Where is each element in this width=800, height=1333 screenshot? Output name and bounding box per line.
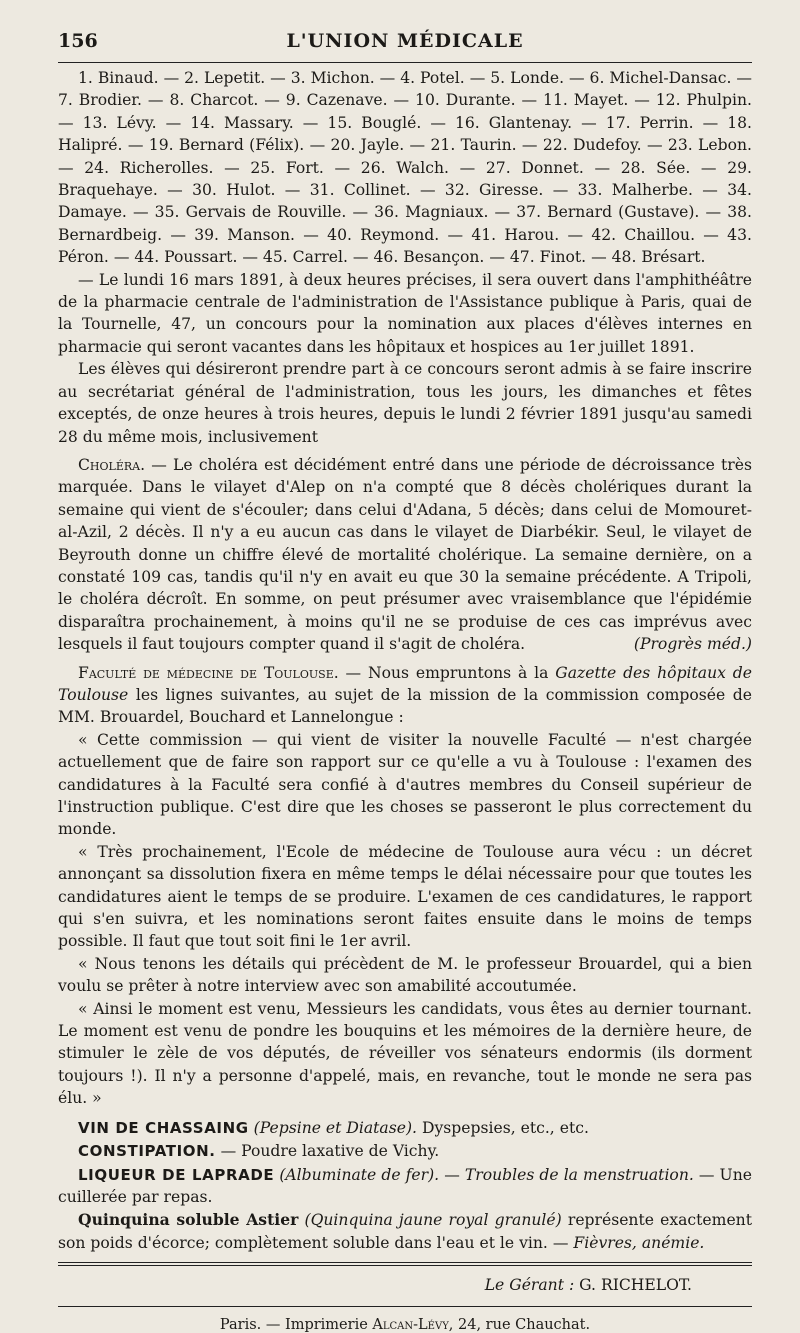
page-header	[58, 26, 752, 60]
manager-label: Le Gérant :	[484, 1276, 575, 1295]
ad-text: Dyspepsies, etc., etc.	[417, 1118, 589, 1137]
cholera-heading: Choléra.	[78, 455, 146, 474]
toulouse-quote-3: « Nous tenons les détails qui précèdent de M. le professeur Brouardel, qui a bien voulu se prêter à notre interview avec son amabilité accoutumée.	[58, 954, 752, 996]
toulouse-heading: Faculté de médecine de Toulouse.	[78, 663, 339, 682]
running-title: L'UNION MÉDICALE	[286, 30, 524, 52]
toulouse-section	[58, 662, 752, 729]
printer-imprint	[58, 1317, 752, 1333]
laureates-list: 1. Binaud. — 2. Lepetit. — 3. Michon. — 4. Potel. — 5. Londe. — 6. Michel-Dansac. — 7. Brodier. — 8. Charcot. — 9. Cazenave. — 10. Durante. — 11. Mayet. — 12. Phulpin. — 13. Lévy. — 14. Massary. — 15. Bouglé. — 16. Glantenay. — 17. Perrin. — 18. Halipré. — 19. Bernard (Félix). — 20. Jayle. — 21. Taurin. — 22. Dudefoy. — 23. Lebon. — 24. Richerolles. — 25. Fort. — 26. Walch. — 27. Donnet. — 28. Sée. — 29. Braquehaye. — 30. Hulot. — 31. Collinet. — 32. Giresse. — 33. Malherbe. — 34. Damaye. — 35. Gervais de Rouville. — 36. Magniaux. — 37. Bernard (Gustave). — 38. Bernardbeig. — 39. Manson. — 40. Reymond. — 41. Harou. — 42. Chaillou. — 43. Péron. — 44. Poussart. — 45. Carrel. — 46. Besançon. — 47. Finot. — 48. Brésart.	[58, 69, 752, 267]
ad-constipation	[58, 1140, 752, 1162]
footer-rule	[58, 1262, 752, 1266]
ad-name: CONSTIPATION.	[78, 1142, 216, 1161]
ad-text: —	[439, 1165, 465, 1184]
ad-italic: (Pepsine et Diatase).	[253, 1118, 418, 1137]
ad-italic-2: Fièvres, anémie.	[573, 1233, 705, 1252]
ad-quinquina-astier	[58, 1209, 752, 1254]
ad-text: représente exactement son poids d'écorce; complètement soluble dans l'eau et le vin. —	[58, 1211, 752, 1252]
page-number: 156	[58, 30, 98, 52]
ad-italic: (Quinquina jaune royal granulé)	[304, 1211, 562, 1230]
ad-name: LIQUEUR DE LAPRADE	[78, 1165, 275, 1184]
inscription-paragraph: Les élèves qui désireront prendre part à ce concours seront admis à se faire inscrire au secrétariat général de l'administration, tous les jours, les dimanches et fêtes exceptés, de onze heures à trois heures, depuis le lundi 2 février 1891 jusqu'au samedi 28 du même mois, inclusivement	[58, 360, 752, 446]
ad-italic: (Albuminate de fer).	[279, 1165, 440, 1184]
toulouse-quote-4: « Ainsi le moment est venu, Messieurs les candidats, vous êtes au dernier tournant. Le moment est venu de pondre les bouquins et les mémoires de la dernière heure, de stimuler le zèle de vos députés, de réveiller vos sénateurs endormis (ils dorment toujours !). Il n'y a personne d'appelé, mais, en revanche, tout le monde ne sera pas élu. »	[58, 999, 752, 1108]
cholera-section	[58, 454, 752, 656]
ad-italic-2: Troubles de la menstruation.	[464, 1165, 694, 1184]
toulouse-quote-2: « Très prochainement, l'Ecole de médecine de Toulouse aura vécu : un décret annonçant sa dissolution fixera en même temps le délai nécessaire pour que toutes les candidatures aient le temps de se produire. L'examen de ces candidatures, le rapport qui s'en suivra, et les nominations seront faites ensuite dans le moins de temps possible. Il faut que tout soit fini le 1er avril.	[58, 842, 752, 951]
advertisements	[58, 1117, 752, 1254]
ad-name: Quinquina soluble Astier	[78, 1210, 299, 1230]
toulouse-text-1: — Nous empruntons à la	[338, 663, 556, 682]
imprint-text-2: , 24, rue Chauchat.	[448, 1317, 591, 1333]
ad-text: — Poudre laxative de Vichy.	[215, 1142, 440, 1161]
toulouse-text-2: les lignes suivantes, au sujet de la mission de la commission composée de MM. Brouardel, Bouchard et Lannelongue :	[58, 685, 752, 727]
manager-line	[58, 1274, 752, 1296]
toulouse-quote-1: « Cette commission — qui vient de visiter la nouvelle Faculté — n'est chargée actuellement que de faire son rapport sur ce qu'elle a vu à Toulouse : l'examen des candidatures à la Faculté sera confié à d'autres membres du Conseil supérieur de l'instruction publique. C'est dire que les choses se passeront le plus correctement du monde.	[58, 730, 752, 839]
manager-name: G. RICHELOT.	[574, 1276, 692, 1295]
concours-announcement: — Le lundi 16 mars 1891, à deux heures précises, il sera ouvert dans l'amphithéâtre de la pharmacie centrale de l'administration de l'Assistance publique à Paris, quai de la Tournelle, 47, un concours pour la nomination aux places d'élèves internes en pharmacie qui seront vacantes dans les hôpitaux et hospices au 1er juillet 1891.	[58, 270, 752, 356]
imprint-rule	[58, 1306, 752, 1307]
ad-liqueur-laprade	[58, 1164, 752, 1209]
ad-text-2: — Une cuillerée par repas.	[58, 1165, 752, 1206]
cholera-text: — Le choléra est décidément entré dans une période de décroissance très marquée. Dans le vilayet d'Alep on n'a compté que 8 décès cholériques durant la semaine qui vient de s'écouler; dans celui d'Adana, 5 décès; dans celui de Momouret-al-Azil, 2 décès. Il n'y a eu aucun cas dans le vilayet de Diarbékir. Seul, le vilayet de Beyrouth donne un chiffre élevé de mortalité cholérique. La semaine dernière, on a constaté 109 cas, tandis qu'il n'y en avait eu que 30 la semaine précédente. A Tripoli, le choléra décroît. En somme, on peut présumer avec vraisemblance que l'épidémie disparaîtra prochainement, à moins qu'il ne se produise de ces cas imprévus avec lesquels il faut toujours compter quand il s'agit de choléra.	[58, 455, 752, 654]
gazette-title: Gazette des hôpitaux de Toulouse	[58, 663, 752, 704]
imprint-text-1: Paris. — Imprimerie	[219, 1317, 373, 1333]
cholera-source: (Progrès méd.)	[633, 635, 752, 654]
imprint-printer-name: Alcan-Lévy	[372, 1317, 449, 1333]
header-rule	[58, 62, 752, 63]
ad-name: VIN DE CHASSAING	[78, 1118, 249, 1137]
ad-vin-chassaing	[58, 1117, 752, 1139]
